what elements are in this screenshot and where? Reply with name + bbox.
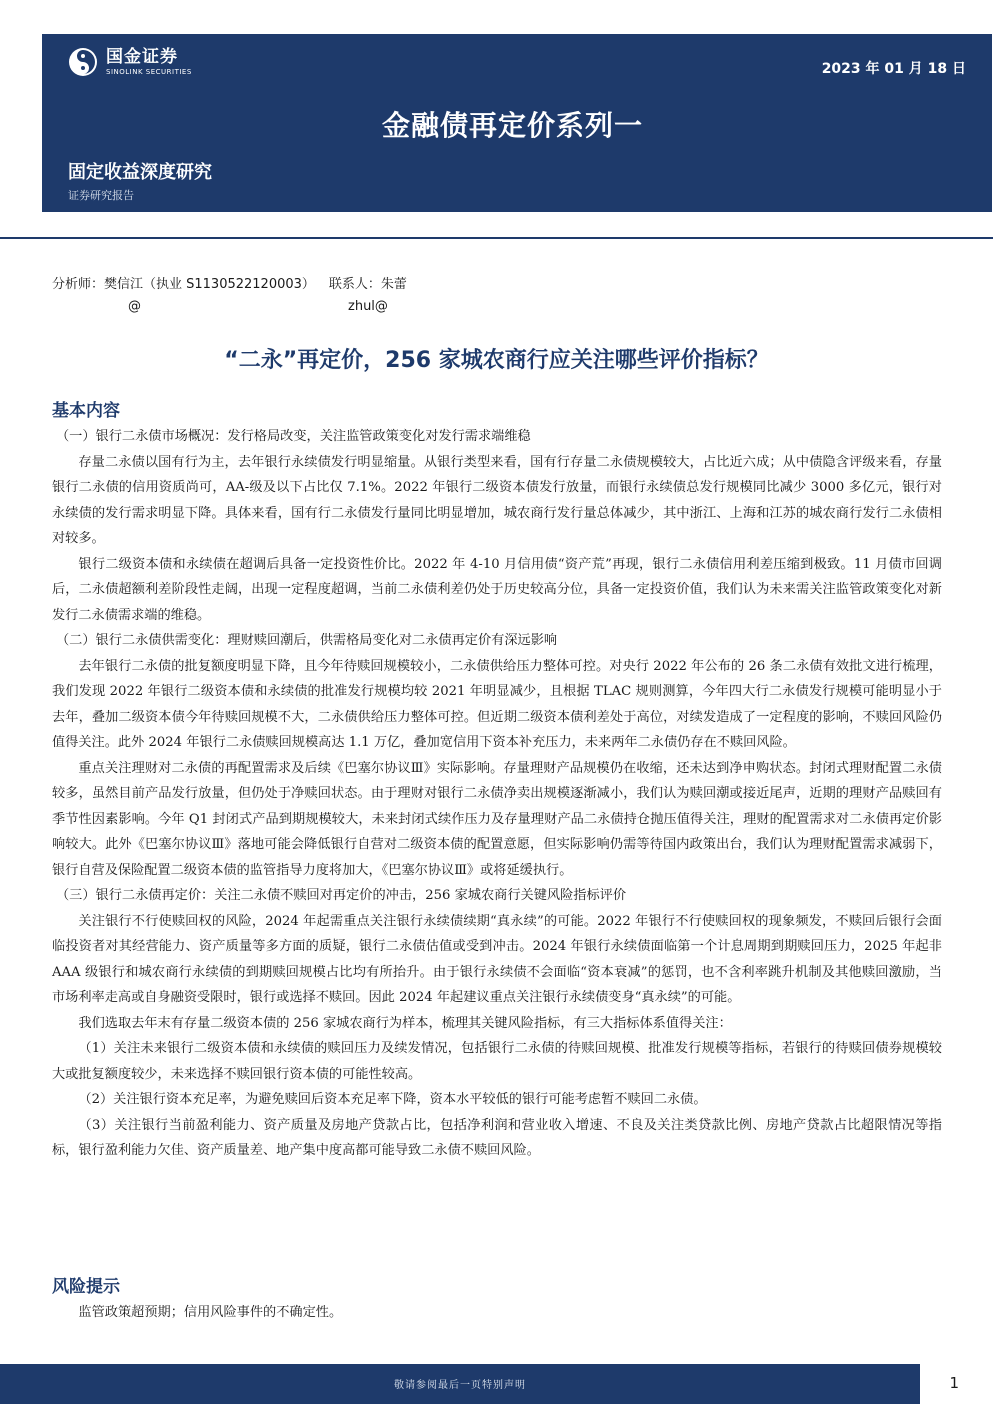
contact-name: 联系人：朱蕾 [328, 277, 407, 292]
list-item: （3）关注银行当前盈利能力、资产质量及房地产贷款占比，包括净利润和营业收入增速、不良及关注类贷款比例、房地产贷款占比超限情况等指标，银行盈利能力欠佳、资产质量差、地产集中度高都可能导致二永债不赎回风险。 [52, 1117, 942, 1158]
header-divider [0, 237, 993, 239]
subsection-heading: （一）银行二永债市场概况：发行格局改变，关注监管政策变化对发行需求端维稳 [56, 429, 531, 444]
section-heading-risk: 风险提示 [52, 1277, 120, 1297]
sinolink-logo-icon [68, 47, 98, 77]
list-item: （1）关注未来银行二级资本债和永续债的赎回压力及续发情况，包括银行二永债的待赎回规模、批准发行规模等指标，若银行的待赎回债券规模较大或批复额度较少，未来选择不赎回银行资本债的可能性较高。 [52, 1041, 942, 1082]
paragraph: 存量二永债以国有行为主，去年银行永续债发行明显缩量。从银行类型来看，国有行存量二永债规模较大，占比近六成；从中债隐含评级来看，存量银行二永债的信用资质尚可，AA-级及以下占比仅 7.1%。2022 年银行二级资本债发行放量，而银行永续债总发行规模同比减少 3000 多亿元，银行对永续债的发行需求明显下降。具体来看，国有行二永债发行量同比明显增加，城农商行发行量总体减少，其中浙江、上海和江苏的城农商行发行二永债相对较多。 [52, 454, 942, 546]
subsection-heading: （二）银行二永债供需变化：理财赎回潮后，供需格局变化对二永债再定价有深远影响 [56, 633, 558, 648]
analyst-name: 分析师：樊信江（执业 S1130522120003） [52, 277, 315, 292]
subsection-heading: （三）银行二永债再定价：关注二永债不赎回对再定价的冲击，256 家城农商行关键风险指标评价 [56, 888, 627, 903]
document-title: “二永”再定价，256 家城农商行应关注哪些评价指标？ [224, 348, 769, 373]
footer-disclaimer-note: 敬请参阅最后一页特别声明 [394, 1380, 526, 1391]
basic-content-body [52, 424, 942, 1164]
paragraph: 我们选取去年末有存量二级资本债的 256 家城农商行为样本，梳理其关键风险指标，有三大指标体系值得关注： [78, 1015, 732, 1031]
contact-email: zhul@ [348, 299, 388, 314]
report-type: 固定收益深度研究 [68, 162, 212, 183]
list-item: （2）关注银行资本充足率，为避免赎回后资本充足率下降，资本水平较低的银行可能考虑暂不赎回二永债。 [78, 1092, 707, 1107]
analyst-email: @ [128, 299, 141, 314]
company-logo [68, 46, 192, 78]
section-heading-basic-content: 基本内容 [52, 401, 120, 421]
paragraph: 重点关注理财对二永债的再配置需求及后续《巴塞尔协议Ⅲ》实际影响。存量理财产品规模仍在收缩，还未达到净申购状态。封闭式理财配置二永债较多，虽然目前产品发行放量，但仍处于净赎回状态。由于理财对银行二永债净卖出规模逐渐减小，我们认为赎回潮或接近尾声，近期的理财产品赎回有季节性因素影响。今年 Q1 封闭式产品到期规模较大，未来封闭式续作压力及存量理财产品二永债持仓抛压值得关注，理财的配置需求对二永债再定价影响较大。此外《巴塞尔协议Ⅲ》落地可能会降低银行自营对二级资本债的配置意愿，但实际影响仍需等待国内政策出台，我们认为理财配置需求减弱下，银行自营及保险配置二级资本债的监管指导力度将加大，《巴塞尔协议Ⅲ》或将延缓执行。 [52, 760, 942, 878]
paragraph: 关注银行不行使赎回权的风险，2024 年起需重点关注银行永续债续期“真永续”的可能。2022 年银行不行使赎回权的现象频发，不赎回后银行会面临投资者对其经营能力、资产质量等多方面的质疑，银行二永债估值或受到冲击。2024 年银行永续债面临第一个计息周期到期赎回压力，2025 年起非 AAA 级银行和城农商行永续债的到期赎回规模占比均有所抬升。由于银行永续债不会面临“资本衰减”的惩罚，也不含利率跳升机制及其他赎回激励，当市场利率走高或自身融资受限时，银行或选择不赎回。因此 2024 年起建议重点关注银行永续债变身“真永续”的可能。 [52, 913, 942, 1005]
page-footer [0, 1364, 993, 1404]
risk-text: 监管政策超预期；信用风险事件的不确定性。 [78, 1305, 343, 1320]
report-subtype: 证券研究报告 [68, 189, 134, 202]
page-number: 1 [949, 1374, 959, 1392]
analyst-info [52, 274, 407, 318]
report-date: 2023 年 01 月 18 日 [821, 61, 966, 77]
series-title: 金融债再定价系列一 [382, 109, 644, 142]
logo-english-name: SINOLINK SECURITIES [106, 67, 192, 76]
paragraph: 银行二级资本债和永续债在超调后具备一定投资性价比。2022 年 4-10 月信用债“资产荒”再现，银行二永债信用利差压缩到极致。11 月债市回调后，二永债超额利差阶段性走阔，出现一定程度超调，当前二永债利差仍处于历史较高分位，具备一定投资价值，我们认为未来需关注监管政策变化对新发行二永债需求端的维稳。 [52, 556, 942, 623]
report-header-banner [42, 34, 992, 212]
paragraph: 去年银行二永债的批复额度明显下降，且今年待赎回规模较小，二永债供给压力整体可控。对央行 2022 年公布的 26 条二永债有效批文进行梳理，我们发现 2022 年银行二级资本债和永续债的批准发行规模均较 2021 年明显减少，且根据 TLAC 规则测算，今年四大行二永债发行规模可能明显小于去年，叠加二级资本债今年待赎回规模不大，二永债供给压力整体可控。但近期二级资本债利差处于高位，对续发造成了一定程度的影响，不赎回风险仍值得关注。此外 2024 年银行二永债赎回规模高达 1.1 万亿，叠加宽信用下资本补充压力，未来两年二永债仍存在不赎回风险。 [52, 658, 942, 750]
logo-chinese-name: 国金证券 [106, 46, 178, 67]
